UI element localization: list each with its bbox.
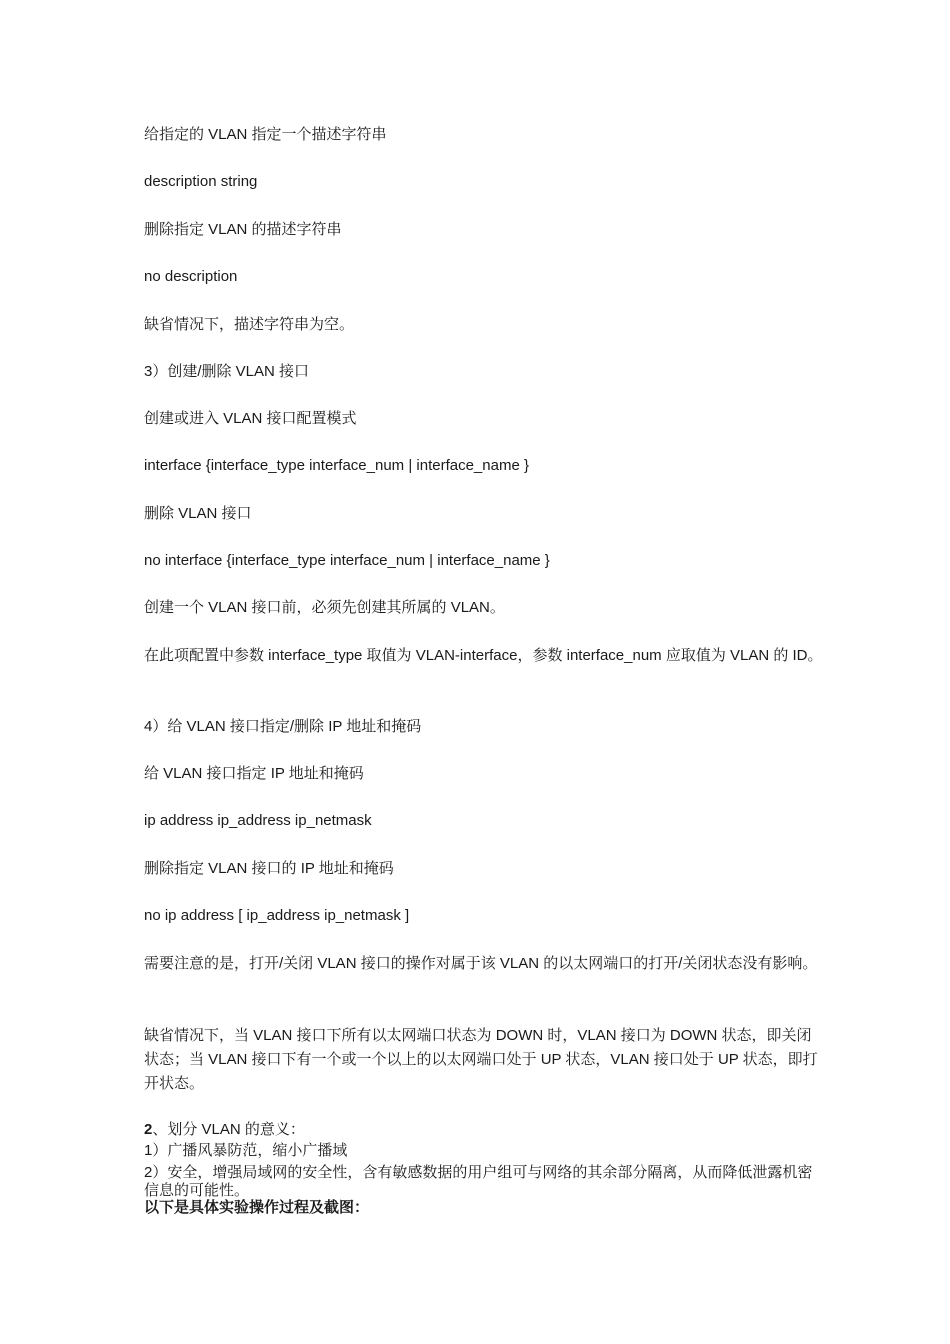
paragraph-delete-interface: 删除 VLAN 接口 bbox=[144, 505, 252, 522]
paragraph-interface-state-note: 需要注意的是，打开/关闭 VLAN 接口的操作对属于该 VLAN 的以太网端口的打开/关闭状态没有影响。 bbox=[144, 955, 818, 972]
list-item-broadcast: 1）广播风暴防范，缩小广播域 bbox=[144, 1142, 348, 1159]
paragraph-parameter-note: 在此项配置中参数 interface_type 取值为 VLAN-interface，参数 interface_num 应取值为 VLAN 的 ID。 bbox=[144, 647, 823, 664]
list-item-security: 2）安全，增强局域网的安全性，含有敏感数据的用户组可与网络的其余部分隔离，从而降低泄露机密信息的可能性。 bbox=[144, 1164, 813, 1199]
command-ip-address: ip address ip_address ip_netmask bbox=[144, 812, 372, 829]
section-heading-text: 、划分 VLAN 的意义： bbox=[152, 1121, 305, 1138]
paragraph-create-interface: 创建或进入 VLAN 接口配置模式 bbox=[144, 410, 357, 427]
paragraph-default-description: 缺省情况下，描述字符串为空。 bbox=[144, 316, 355, 333]
paragraph-default-state: 缺省情况下，当 VLAN 接口下所有以太网端口状态为 DOWN 时，VLAN 接口为 DOWN 状态，即关闭状态；当 VLAN 接口下有一个或一个以上的以太网端口处于 UP 状态，VLAN 接口处于 UP 状态，即打开状态。 bbox=[144, 1027, 818, 1092]
closing-bold-line: 以下是具体实验操作过程及截图： bbox=[144, 1199, 370, 1216]
command-no-description: no description bbox=[144, 268, 238, 285]
paragraph-delete-description: 删除指定 VLAN 的描述字符串 bbox=[144, 221, 342, 238]
paragraph-assign-description: 给指定的 VLAN 指定一个描述字符串 bbox=[144, 126, 387, 143]
section-heading bbox=[144, 1121, 824, 1139]
paragraph-create-note: 创建一个 VLAN 接口前，必须先创建其所属的 VLAN。 bbox=[144, 599, 505, 616]
command-description: description string bbox=[144, 173, 258, 190]
command-no-interface: no interface {interface_type interface_num | interface_name } bbox=[144, 552, 550, 569]
section-heading-number: 2 bbox=[144, 1121, 153, 1138]
subheading-ip-address: 4）给 VLAN 接口指定/删除 IP 地址和掩码 bbox=[144, 718, 422, 735]
paragraph-delete-ip: 删除指定 VLAN 接口的 IP 地址和掩码 bbox=[144, 860, 394, 877]
paragraph-assign-ip: 给 VLAN 接口指定 IP 地址和掩码 bbox=[144, 765, 364, 782]
command-no-ip-address: no ip address [ ip_address ip_netmask ] bbox=[144, 907, 410, 924]
subheading-vlan-interface: 3）创建/删除 VLAN 接口 bbox=[144, 363, 310, 380]
command-interface: interface {interface_type interface_num | interface_name } bbox=[144, 457, 529, 474]
